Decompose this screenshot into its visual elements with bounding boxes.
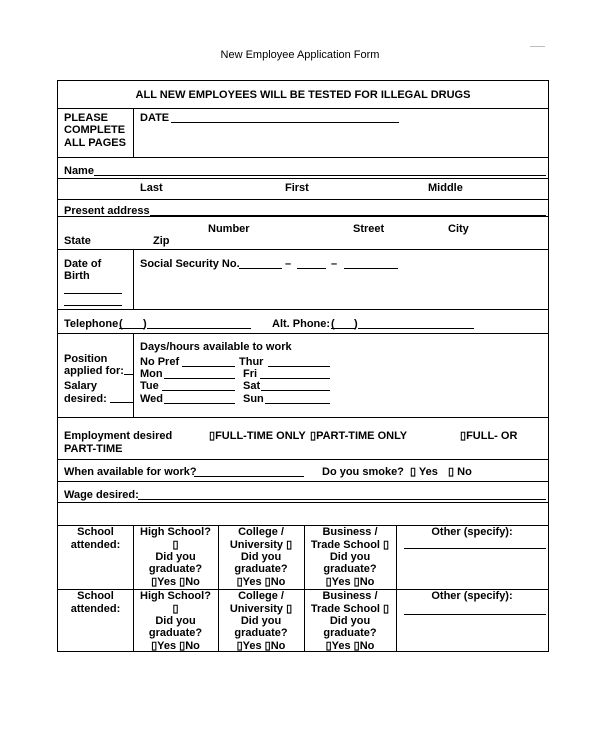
checkbox-icon: ▯ — [264, 640, 271, 652]
school-label: School — [77, 526, 114, 538]
checkbox-icon: ▯ — [460, 430, 467, 442]
day-label-sat: Sat — [243, 380, 261, 392]
college-label: College / — [238, 590, 284, 602]
alt-phone-number-field[interactable] — [358, 319, 474, 329]
divider — [58, 459, 548, 460]
no-label: No — [359, 576, 375, 588]
employment-desired-label: Employment desired — [64, 430, 173, 442]
graduate-yes-no[interactable] — [304, 640, 396, 653]
address-street-caption: Street — [353, 223, 385, 235]
checkbox-icon: ▯ — [325, 640, 332, 652]
name-field[interactable] — [94, 166, 546, 176]
alt-phone-close-paren: ) — [354, 318, 358, 330]
address-zip-caption: Zip — [153, 235, 170, 247]
full-or-part-option[interactable] — [460, 430, 517, 443]
days-available-title: Days/hours available to work — [140, 341, 292, 353]
please-complete-line-3: ALL PAGES — [64, 137, 126, 149]
day-field-sun[interactable] — [265, 394, 330, 404]
graduate-label: Did you — [329, 615, 371, 627]
smoke-no-option[interactable] — [448, 466, 472, 479]
last-name-caption: Last — [140, 182, 163, 194]
high-school-label: High School? — [140, 590, 211, 602]
trade-school-label[interactable] — [304, 603, 396, 616]
phone-open-paren: ( — [119, 318, 123, 330]
address-label: Present address — [64, 205, 150, 217]
full-time-option[interactable] — [209, 430, 306, 443]
phone-number-field[interactable] — [147, 319, 251, 329]
graduate-label: graduate? — [234, 563, 288, 575]
yes-label: Yes — [331, 576, 351, 588]
checkbox-icon: ▯ — [264, 576, 271, 588]
checkbox-icon: ▯ — [353, 640, 360, 652]
ssn-field-2[interactable] — [297, 259, 326, 269]
no-label: No — [185, 640, 200, 652]
application-form — [57, 80, 549, 652]
divider — [58, 157, 548, 158]
university-label[interactable] — [218, 603, 304, 616]
divider — [396, 525, 397, 651]
wage-field[interactable] — [138, 490, 546, 500]
drug-test-banner: ALL NEW EMPLOYEES WILL BE TESTED FOR ILLEGAL DRUGS — [135, 89, 471, 101]
address-state-caption: State — [64, 235, 91, 247]
checkbox-icon: ▯ — [151, 640, 158, 652]
please-complete-line-1: PLEASE — [64, 112, 109, 124]
checkbox-icon: ▯ — [410, 466, 417, 478]
no-label: No — [270, 640, 286, 652]
salary-label: Salary — [64, 380, 98, 392]
high-school-label: High School? — [140, 526, 211, 538]
yes-label: Yes — [157, 640, 177, 652]
middle-name-caption: Middle — [428, 182, 463, 194]
graduate-label: Did you — [240, 615, 282, 627]
name-label: Name — [64, 165, 94, 177]
smoke-label: Do you smoke? — [322, 466, 404, 478]
part-time-option[interactable] — [310, 430, 407, 443]
divider — [133, 333, 134, 417]
alt-phone-area-field[interactable] — [331, 319, 355, 329]
divider — [58, 178, 548, 179]
university-text: University — [229, 539, 284, 551]
university-label[interactable] — [218, 539, 304, 552]
day-field-wed[interactable] — [164, 394, 235, 404]
dob-field-2[interactable] — [64, 296, 122, 306]
ssn-field-3[interactable] — [344, 259, 398, 269]
yes-label: Yes — [157, 576, 177, 588]
attended-label: attended: — [70, 603, 121, 615]
date-field[interactable] — [171, 113, 399, 123]
day-field-mon[interactable] — [164, 369, 235, 379]
ssn-field-1[interactable] — [239, 259, 282, 269]
page-title: New Employee Application Form — [220, 49, 380, 61]
day-label-nopref: No Pref — [140, 356, 180, 368]
yes-label: Yes — [242, 640, 262, 652]
no-label: No — [185, 576, 200, 588]
divider — [58, 502, 548, 503]
graduate-label: graduate? — [323, 627, 377, 639]
no-label: No — [457, 466, 472, 478]
no-label: No — [270, 576, 286, 588]
checkbox-icon: ▯ — [151, 576, 158, 588]
decorative-line — [530, 46, 545, 47]
day-field-fri[interactable] — [260, 369, 330, 379]
graduate-label: graduate? — [234, 627, 288, 639]
phone-close-paren: ) — [143, 318, 147, 330]
applied-for-label: applied for: — [64, 365, 124, 377]
trade-school-label[interactable] — [304, 539, 396, 552]
address-city-caption: City — [448, 223, 469, 235]
yes-label: Yes — [331, 640, 351, 652]
graduate-label: Did you — [155, 615, 196, 627]
smoke-yes-option[interactable] — [410, 466, 438, 479]
salary-field[interactable] — [110, 393, 133, 403]
day-label-thur: Thur — [239, 356, 264, 368]
day-field-thur[interactable] — [268, 357, 330, 367]
dob-label-line-2: Birth — [64, 270, 90, 282]
other-school-field[interactable] — [404, 539, 546, 549]
checkbox-icon: ▯ — [325, 576, 332, 588]
checkbox-icon: ▯ — [353, 576, 360, 588]
graduate-label: graduate? — [148, 563, 203, 575]
day-label-sun: Sun — [243, 393, 264, 405]
graduate-yes-no[interactable] — [133, 576, 218, 589]
checkbox-icon: ▯ — [209, 430, 216, 442]
divider — [58, 481, 548, 482]
divider — [58, 309, 548, 310]
ssn-dash: – — [285, 258, 292, 270]
checkbox-icon: ▯ — [236, 576, 243, 588]
address-number-caption: Number — [208, 223, 250, 235]
graduate-label: graduate? — [148, 627, 203, 639]
position-field[interactable] — [124, 365, 133, 375]
checkbox-icon: ▯ — [448, 466, 455, 478]
graduate-yes-no[interactable] — [304, 576, 396, 589]
checkbox-icon: ▯ — [383, 539, 390, 551]
full-or-label: FULL- OR — [466, 430, 518, 442]
part-time-continuation: PART-TIME — [64, 443, 123, 455]
other-school-field[interactable] — [404, 605, 546, 615]
checkbox-icon: ▯ — [286, 603, 293, 615]
please-complete-line-2: COMPLETE — [64, 124, 126, 136]
day-label-wed: Wed — [140, 393, 164, 405]
dob-field-1[interactable] — [64, 284, 122, 294]
when-available-field[interactable] — [194, 467, 304, 477]
checkbox-icon: ▯ — [310, 430, 317, 442]
day-field-sat[interactable] — [261, 381, 330, 391]
high-school-checkbox[interactable]: ▯ — [172, 539, 179, 551]
day-label-fri: Fri — [243, 368, 258, 380]
other-specify-label: Other (specify): — [431, 590, 513, 602]
alt-phone-open-paren: ( — [331, 318, 335, 330]
business-label: Business / — [322, 526, 378, 538]
other-specify-label: Other (specify): — [431, 526, 513, 538]
divider — [58, 108, 548, 109]
high-school-checkbox[interactable]: ▯ — [172, 603, 179, 615]
yes-label: Yes — [418, 466, 438, 478]
desired-label: desired: — [64, 393, 107, 405]
first-name-caption: First — [285, 182, 309, 194]
dob-label-line-1: Date of — [64, 258, 102, 270]
trade-school-text: Trade School — [310, 603, 380, 615]
graduate-label: Did you — [329, 551, 371, 563]
part-time-label: PART-TIME ONLY — [316, 430, 408, 442]
position-label: Position — [64, 353, 108, 365]
checkbox-icon: ▯ — [179, 640, 186, 652]
graduate-yes-no[interactable] — [133, 640, 218, 653]
yes-label: Yes — [242, 576, 262, 588]
checkbox-icon: ▯ — [236, 640, 243, 652]
wage-label: Wage desired: — [64, 489, 139, 501]
no-label: No — [359, 640, 375, 652]
graduate-label: Did you — [155, 551, 196, 563]
graduate-label: Did you — [240, 551, 282, 563]
day-label-mon: Mon — [140, 368, 163, 380]
checkbox-icon: ▯ — [179, 576, 186, 588]
university-text: University — [229, 603, 284, 615]
trade-school-text: Trade School — [310, 539, 380, 551]
attended-label: attended: — [70, 539, 121, 551]
divider — [58, 417, 548, 418]
full-time-label: FULL-TIME ONLY — [215, 430, 306, 442]
divider — [58, 333, 548, 334]
divider — [58, 199, 548, 200]
when-available-label: When available for work? — [64, 466, 197, 478]
divider — [58, 249, 548, 250]
ssn-dash: – — [331, 258, 338, 270]
phone-label: Telephone — [64, 318, 119, 330]
day-field-nopref[interactable] — [182, 357, 235, 367]
ssn-label: Social Security No. — [140, 258, 240, 270]
school-label: School — [77, 590, 114, 602]
alt-phone-label: Alt. Phone: — [272, 318, 331, 330]
graduate-yes-no[interactable] — [218, 640, 304, 653]
college-label: College / — [238, 526, 284, 538]
graduate-yes-no[interactable] — [218, 576, 304, 589]
divider — [133, 249, 134, 309]
divider — [133, 108, 134, 157]
day-label-tue: Tue — [140, 380, 159, 392]
checkbox-icon: ▯ — [383, 603, 390, 615]
address-field[interactable] — [150, 206, 546, 216]
phone-area-field[interactable] — [119, 319, 145, 329]
business-label: Business / — [322, 590, 378, 602]
date-label: DATE — [140, 112, 170, 124]
graduate-label: graduate? — [323, 563, 377, 575]
day-field-tue[interactable] — [162, 381, 235, 391]
checkbox-icon: ▯ — [286, 539, 293, 551]
